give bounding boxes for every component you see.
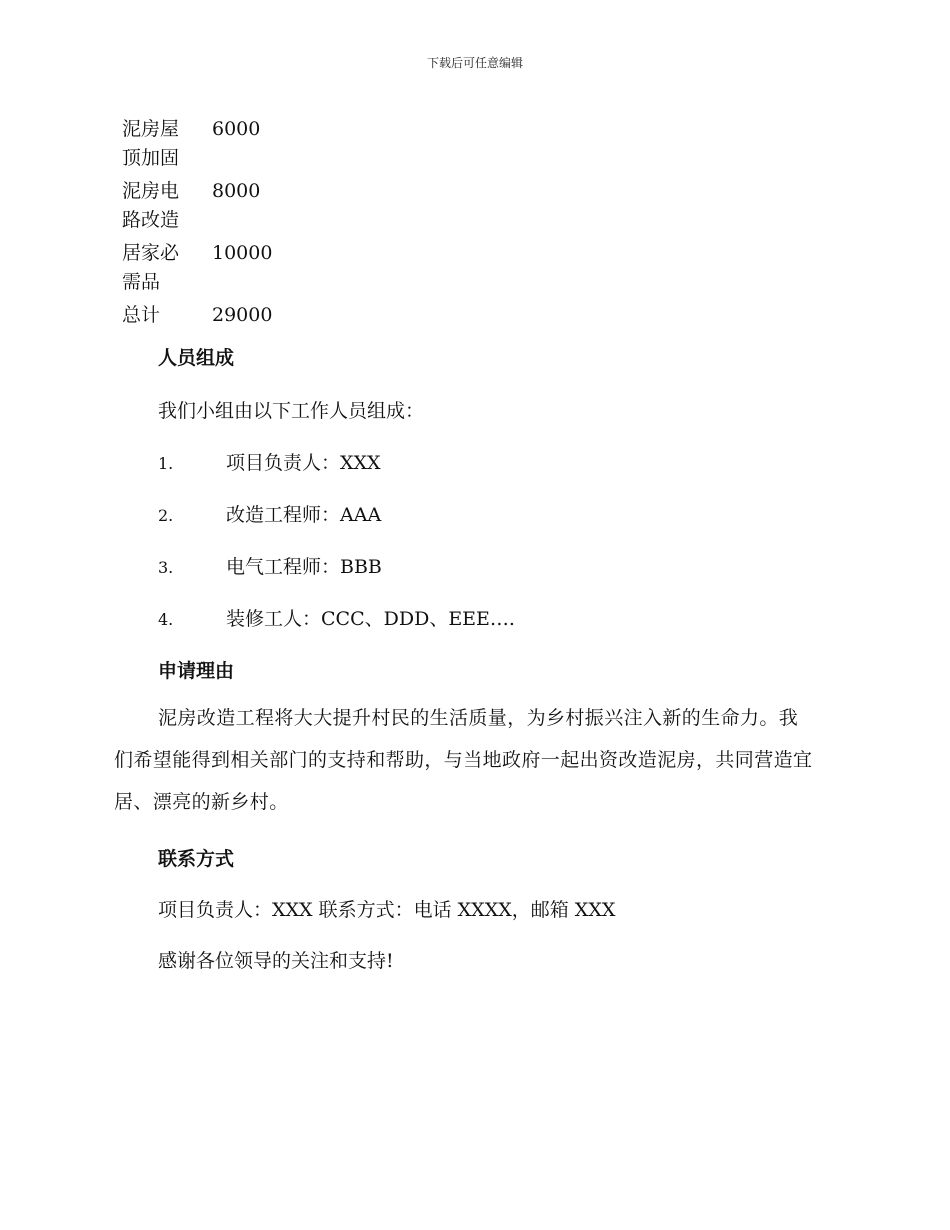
budget-item-line1: 泥房屋 (122, 118, 180, 140)
list-text: 项目负责人：XXX (226, 452, 381, 474)
list-number: 2. (158, 506, 174, 525)
thanks-line: 感谢各位领导的关注和支持! (158, 950, 394, 972)
budget-amount: 29000 (212, 304, 273, 326)
table-row (122, 301, 272, 330)
table-row (122, 239, 272, 301)
table-row (122, 115, 272, 177)
budget-item-line1: 总计 (122, 304, 161, 326)
budget-item-line1: 泥房电 (122, 180, 180, 202)
list-text: 装修工人：CCC、DDD、EEE…. (226, 608, 515, 630)
list-text: 电气工程师：BBB (226, 556, 382, 578)
budget-table (122, 115, 272, 330)
list-item (158, 500, 381, 527)
list-item (158, 552, 382, 579)
table-row (122, 177, 272, 239)
list-number: 1. (158, 454, 174, 473)
budget-item (122, 115, 212, 177)
budget-amount: 6000 (212, 118, 261, 140)
reason-paragraph: 泥房改造工程将大大提升村民的生活质量，为乡村振兴注入新的生命力。我们希望能得到相关部门的支持和帮助，与当地政府一起出资改造泥房，共同营造宜居、漂亮的新乡村。 (114, 707, 813, 813)
list-text: 改造工程师：AAA (226, 504, 382, 526)
budget-item (122, 177, 212, 239)
personnel-heading: 人员组成 (158, 347, 235, 369)
budget-item (122, 239, 212, 301)
budget-item-line2: 顶加固 (122, 147, 180, 169)
budget-amount: 10000 (212, 242, 273, 264)
budget-amount: 8000 (212, 180, 261, 202)
page-header-note: 下载后可任意编辑 (426, 56, 523, 70)
budget-item (122, 301, 212, 330)
contact-heading: 联系方式 (158, 848, 235, 870)
reason-heading: 申请理由 (158, 660, 235, 682)
budget-item-line1: 居家必 (122, 242, 180, 264)
list-number: 4. (158, 610, 174, 629)
budget-item-line2: 需品 (122, 271, 161, 293)
list-item (158, 448, 381, 475)
list-item (158, 604, 515, 631)
personnel-intro: 我们小组由以下工作人员组成： (158, 400, 425, 422)
budget-item-line2: 路改造 (122, 209, 180, 231)
contact-line: 项目负责人：XXX 联系方式：电话 XXXX，邮箱 XXX (158, 899, 616, 921)
list-number: 3. (158, 558, 174, 577)
